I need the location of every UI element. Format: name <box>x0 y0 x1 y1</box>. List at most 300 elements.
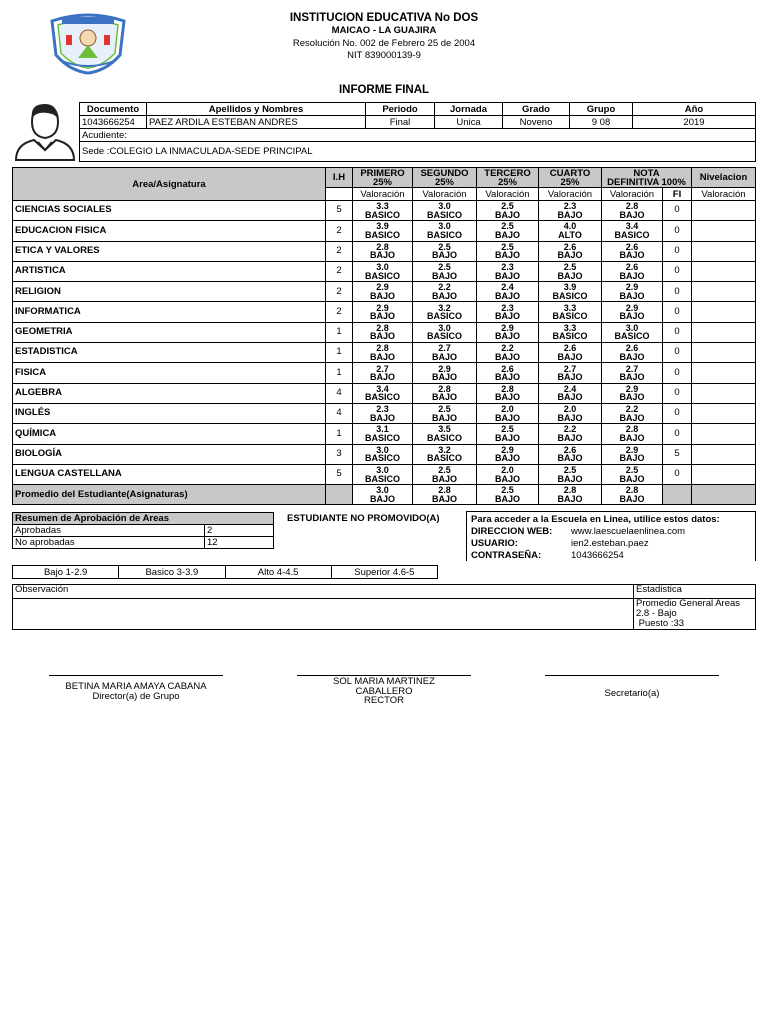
grade-row <box>13 383 756 403</box>
p2-grade <box>413 322 477 342</box>
grade-level: BASICO <box>364 270 400 281</box>
final-grade <box>602 424 663 444</box>
valoracion-label: Valoración <box>539 188 602 201</box>
observacion-body <box>13 599 634 630</box>
grade-level: BAJO <box>557 432 583 443</box>
p2-grade <box>413 261 477 281</box>
area-name: ETICA Y VALORES <box>13 241 326 261</box>
average-ih <box>326 485 353 505</box>
grade-level: BAJO <box>369 372 395 383</box>
grade-score: 3.1 <box>376 424 389 435</box>
grade-score: 2.6 <box>563 444 577 455</box>
grade-score: 2.8 <box>376 343 389 354</box>
nivelacion-value <box>692 343 756 363</box>
fi-value: 0 <box>663 261 692 281</box>
grade-score: 2.0 <box>501 465 514 475</box>
grade-level: BASICO <box>364 432 400 443</box>
p2-grade <box>413 363 477 383</box>
grade-score: 2.9 <box>376 282 389 293</box>
grade-row <box>13 464 756 484</box>
grupo-value: 9 08 <box>570 116 633 129</box>
grade-score: 2.9 <box>501 322 514 333</box>
scale-bajo: Bajo 1-2.9 <box>13 566 119 579</box>
grade-level: BAJO <box>557 372 583 383</box>
p4-grade <box>539 343 602 363</box>
ih-value: 2 <box>326 302 353 322</box>
nivelacion-value <box>692 464 756 484</box>
grade-level: BAJO <box>369 331 395 342</box>
grade-level: BASICO <box>426 432 462 443</box>
grade-level: BAJO <box>494 392 520 403</box>
grade-row <box>13 363 756 383</box>
grade-score: 3.0 <box>376 465 389 475</box>
grade-score: 2.5 <box>501 201 514 212</box>
grade-score: 3.9 <box>376 221 389 232</box>
final-grade <box>602 343 663 363</box>
p1-grade <box>353 343 413 363</box>
grade-score: 2.9 <box>501 444 514 455</box>
valoracion-label: Valoración <box>602 188 663 201</box>
valoracion-label: Valoración <box>477 188 539 201</box>
director-signature <box>40 682 232 701</box>
grade-score: 2.3 <box>563 201 577 212</box>
grade-level: BAJO <box>431 250 457 261</box>
grade-level: BASICO <box>426 311 462 322</box>
grade-score: 3.2 <box>438 302 451 313</box>
grade-score: 2.5 <box>625 465 639 475</box>
grade-score: 2.5 <box>501 485 514 496</box>
grade-score: 2.8 <box>376 322 389 333</box>
grade-score: 3.3 <box>563 302 577 313</box>
grade-score: 2.7 <box>438 343 451 354</box>
p1-grade <box>353 383 413 403</box>
scale-basico: Basico 3-3.9 <box>119 566 225 579</box>
grade-score: 2.6 <box>625 241 639 252</box>
resumen-table <box>12 512 274 549</box>
grade-score: 2.8 <box>625 424 639 435</box>
average-final-grade <box>602 485 663 505</box>
p4-grade <box>539 363 602 383</box>
grade-score: 2.3 <box>501 302 514 313</box>
final-grade <box>602 261 663 281</box>
puesto-value: Puesto :33 <box>636 618 685 629</box>
p3-grade <box>477 322 539 342</box>
nivelacion-value <box>692 261 756 281</box>
average-p2-grade <box>413 485 477 505</box>
grade-score: 2.9 <box>625 444 639 455</box>
valoracion-label: Valoración <box>413 188 477 201</box>
col-jornada: Jornada <box>435 103 503 116</box>
area-name: FISICA <box>13 363 326 383</box>
area-name: LENGUA CASTELLANA <box>13 464 326 484</box>
average-label: Promedio del Estudiante(Asignaturas) <box>13 485 326 505</box>
grade-level: BAJO <box>494 473 520 484</box>
final-grade <box>602 302 663 322</box>
p2-grade <box>413 241 477 261</box>
grade-score: 3.0 <box>376 485 389 496</box>
p4-grade <box>539 464 602 484</box>
fi-value: 0 <box>663 464 692 484</box>
student-info-table <box>79 102 756 162</box>
director-name: BETINA MARIA AMAYA CABANA <box>65 681 207 692</box>
grade-level: BAJO <box>619 453 645 464</box>
no-aprobadas-label: No aprobadas <box>13 537 205 549</box>
director-role: Director(a) de Grupo <box>92 690 180 702</box>
p3-grade <box>477 302 539 322</box>
final-grade <box>602 241 663 261</box>
grade-level: BAJO <box>619 311 645 322</box>
grade-level: BAJO <box>369 290 395 301</box>
nivelacion-value <box>692 322 756 342</box>
access-intro: Para acceder a la Escuela en Linea, utilice estos datos: <box>471 514 720 525</box>
p3-grade <box>477 383 539 403</box>
final-grade <box>602 363 663 383</box>
final-grade <box>602 444 663 464</box>
fi-value: 0 <box>663 363 692 383</box>
p1-grade <box>353 302 413 322</box>
grading-scale <box>12 565 438 579</box>
grade-score: 2.8 <box>438 485 451 496</box>
grade-level: BAJO <box>494 453 520 464</box>
fi-label: FI <box>663 188 692 201</box>
p1-grade <box>353 322 413 342</box>
ih-value: 1 <box>326 322 353 342</box>
grade-score: 2.2 <box>501 343 514 354</box>
grade-score: 2.9 <box>625 302 639 313</box>
grade-score: 2.5 <box>501 221 514 232</box>
ano-value: 2019 <box>633 116 756 129</box>
area-name: INGLÉS <box>13 403 326 423</box>
p3-grade <box>477 201 539 221</box>
p3-grade <box>477 221 539 241</box>
p1-grade <box>353 282 413 302</box>
fi-value: 0 <box>663 302 692 322</box>
p1-grade <box>353 201 413 221</box>
grade-score: 2.5 <box>501 241 514 252</box>
fi-value: 0 <box>663 241 692 261</box>
nombres-value: PAEZ ARDILA ESTEBAN ANDRES <box>147 116 366 129</box>
ih-value: 1 <box>326 424 353 444</box>
p2-grade <box>413 221 477 241</box>
aprobadas-label: Aprobadas <box>13 525 205 537</box>
sede-label: Sede :COLEGIO LA INMACULADA-SEDE PRINCIPAL <box>80 142 756 162</box>
grade-level: BASICO <box>364 209 400 220</box>
p2-grade <box>413 403 477 423</box>
grade-score: 2.5 <box>438 465 451 475</box>
grade-level: BAJO <box>431 412 457 423</box>
p3-grade <box>477 464 539 484</box>
average-row <box>13 485 756 505</box>
p2-grade <box>413 383 477 403</box>
p1-grade <box>353 261 413 281</box>
grade-score: 3.2 <box>438 444 451 455</box>
nivelacion-value <box>692 363 756 383</box>
p2-grade <box>413 282 477 302</box>
col-ano: Año <box>633 103 756 116</box>
jornada-value: Unica <box>435 116 503 129</box>
p3-grade <box>477 363 539 383</box>
password-label: CONTRASEÑA: <box>471 550 542 561</box>
grade-level: BAJO <box>557 473 583 484</box>
grade-level: BAJO <box>494 250 520 261</box>
grades-table <box>12 167 756 505</box>
grade-score: 2.7 <box>376 363 389 374</box>
grade-score: 2.8 <box>376 241 389 252</box>
fi-value: 0 <box>663 403 692 423</box>
grade-score: 2.2 <box>438 282 451 293</box>
report-title: INFORME FINAL <box>338 84 430 96</box>
rector-name-1: SOL MARIA MARTINEZ <box>333 676 435 687</box>
resumen-title: Resumen de Aprobación de Areas <box>13 513 274 525</box>
ih-header: I.H <box>326 168 353 188</box>
p4-grade <box>539 403 602 423</box>
grade-score: 2.4 <box>501 282 514 293</box>
grade-level: BAJO <box>557 453 583 464</box>
grade-score: 2.5 <box>438 241 451 252</box>
grade-level: BAJO <box>494 351 520 362</box>
p2-grade <box>413 444 477 464</box>
grade-row <box>13 201 756 221</box>
average-nivelacion <box>692 485 756 505</box>
grade-level: BAJO <box>619 432 645 443</box>
grade-row <box>13 424 756 444</box>
acudiente-label: Acudiente: <box>80 129 756 142</box>
ih-value: 2 <box>326 221 353 241</box>
area-name: ARTISTICA <box>13 261 326 281</box>
final-grade <box>602 201 663 221</box>
institution-location: MAICAO - LA GUAJIRA <box>331 25 437 36</box>
grade-level: BAJO <box>619 493 645 504</box>
final-grade <box>602 464 663 484</box>
grade-score: 2.5 <box>438 404 451 415</box>
online-access-box <box>466 511 756 561</box>
grade-row <box>13 444 756 464</box>
grade-level: BAJO <box>619 209 645 220</box>
ih-value: 1 <box>326 343 353 363</box>
aprobadas-value: 2 <box>205 525 274 537</box>
average-p1-grade <box>353 485 413 505</box>
nivelacion-header: Nivelacion <box>692 168 756 188</box>
grade-score: 3.5 <box>438 424 451 435</box>
grade-level: BAJO <box>557 412 583 423</box>
area-name: ALGEBRA <box>13 383 326 403</box>
p4-grade <box>539 221 602 241</box>
fi-value: 5 <box>663 444 692 464</box>
grade-score: 2.8 <box>438 383 451 394</box>
p1-grade <box>353 403 413 423</box>
grade-score: 3.3 <box>563 322 577 333</box>
p1-grade <box>353 241 413 261</box>
grade-score: 4.0 <box>563 221 577 232</box>
nivelacion-value <box>692 282 756 302</box>
ih-sub-blank <box>326 188 353 201</box>
grade-level: BASICO <box>426 453 462 464</box>
p1-grade <box>353 221 413 241</box>
grade-level: BAJO <box>619 372 645 383</box>
grade-score: 2.9 <box>376 302 389 313</box>
resolution-text: Resolución No. 002 de Febrero 25 de 2004 <box>292 38 476 49</box>
p2-grade <box>413 343 477 363</box>
p4-grade <box>539 302 602 322</box>
col-grado: Grado <box>503 103 570 116</box>
periodo-value: Final <box>366 116 435 129</box>
p4-header: CUARTO 25% <box>539 168 602 188</box>
area-name: GEOMETRIA <box>13 322 326 342</box>
average-fi <box>663 485 692 505</box>
grade-level: BASICO <box>426 209 462 220</box>
ih-value: 3 <box>326 444 353 464</box>
grade-level: BASICO <box>364 473 400 484</box>
grade-row <box>13 343 756 363</box>
grade-level: BAJO <box>369 351 395 362</box>
p3-grade <box>477 261 539 281</box>
grade-level: BAJO <box>557 209 583 220</box>
grade-level: BASICO <box>364 453 400 464</box>
ih-value: 4 <box>326 403 353 423</box>
rector-name-2: CABALLERO <box>355 685 413 697</box>
grade-level: BAJO <box>494 493 520 504</box>
grade-score: 3.4 <box>625 221 639 232</box>
user-value: ien2.esteban.paez <box>571 538 649 549</box>
estadistica-label: Estadistica <box>634 585 756 599</box>
final-header: NOTA DEFINITIVA 100% <box>602 168 692 188</box>
grade-level: BAJO <box>619 473 645 484</box>
grade-score: 2.8 <box>501 383 514 394</box>
grade-score: 2.5 <box>563 262 577 273</box>
grade-score: 2.0 <box>501 404 514 415</box>
area-name: ESTADISTICA <box>13 343 326 363</box>
grade-level: BASICO <box>364 392 400 403</box>
grade-row <box>13 221 756 241</box>
grade-score: 3.0 <box>625 322 639 333</box>
grade-level: BASICO <box>426 229 462 240</box>
grade-level: BAJO <box>619 250 645 261</box>
grade-level: BAJO <box>619 270 645 281</box>
grade-level: BAJO <box>494 372 520 383</box>
valoracion-label: Valoración <box>692 188 756 201</box>
grade-score: 2.8 <box>625 201 639 212</box>
grade-score: 2.2 <box>625 404 639 415</box>
grade-level: BAJO <box>557 392 583 403</box>
p2-grade <box>413 464 477 484</box>
p2-grade <box>413 201 477 221</box>
p3-grade <box>477 241 539 261</box>
p3-grade <box>477 282 539 302</box>
observacion-label: Observación <box>13 585 634 599</box>
grade-score: 2.7 <box>563 363 577 374</box>
grade-score: 2.3 <box>376 404 389 415</box>
grade-level: BAJO <box>431 351 457 362</box>
grade-level: BAJO <box>557 493 583 504</box>
col-periodo: Periodo <box>366 103 435 116</box>
area-name: BIOLOGÍA <box>13 444 326 464</box>
ih-value: 2 <box>326 241 353 261</box>
p4-grade <box>539 282 602 302</box>
promedio-general-label: Promedio General Areas <box>636 598 741 609</box>
grade-score: 2.5 <box>563 465 577 475</box>
area-name: EDUCACION FISICA <box>13 221 326 241</box>
secretary-signature-line <box>545 675 719 676</box>
ih-value: 2 <box>326 261 353 281</box>
ih-value: 4 <box>326 383 353 403</box>
p3-grade <box>477 403 539 423</box>
area-name: RELIGION <box>13 282 326 302</box>
nivelacion-value <box>692 201 756 221</box>
grade-level: BAJO <box>619 412 645 423</box>
grade-level: BAJO <box>431 392 457 403</box>
col-nombres: Apellidos y Nombres <box>147 103 366 116</box>
grade-score: 2.8 <box>625 485 639 496</box>
grade-score: 2.6 <box>625 262 639 273</box>
grade-score: 2.7 <box>625 363 639 374</box>
grade-score: 2.5 <box>438 262 451 273</box>
grade-score: 2.9 <box>625 282 639 293</box>
grade-row <box>13 302 756 322</box>
p2-grade <box>413 424 477 444</box>
p4-grade <box>539 444 602 464</box>
nivelacion-value <box>692 221 756 241</box>
p4-grade <box>539 424 602 444</box>
grade-score: 3.4 <box>376 383 389 394</box>
grade-level: BAJO <box>494 432 520 443</box>
grade-score: 2.6 <box>501 363 514 374</box>
grade-level: BAJO <box>494 311 520 322</box>
nivelacion-value <box>692 241 756 261</box>
nivelacion-value <box>692 444 756 464</box>
password-value: 1043666254 <box>571 550 624 561</box>
grade-row <box>13 322 756 342</box>
grado-value: Noveno <box>503 116 570 129</box>
grade-level: BAJO <box>557 250 583 261</box>
grade-level: BAJO <box>557 351 583 362</box>
scale-alto: Alto 4-4.5 <box>225 566 331 579</box>
grade-level: BAJO <box>369 493 395 504</box>
grade-level: BAJO <box>494 270 520 281</box>
institution-name: INSTITUCION EDUCATIVA No DOS <box>289 12 479 24</box>
valoracion-label: Valoración <box>353 188 413 201</box>
student-avatar-icon <box>12 100 78 162</box>
ih-value: 5 <box>326 201 353 221</box>
grade-level: BASICO <box>552 290 588 301</box>
grade-level: BASICO <box>552 311 588 322</box>
grade-score: 2.5 <box>501 424 514 435</box>
grade-score: 2.3 <box>501 262 514 273</box>
grade-score: 2.4 <box>563 383 577 394</box>
grade-score: 2.0 <box>563 404 577 415</box>
area-name: CIENCIAS SOCIALES <box>13 201 326 221</box>
web-value[interactable]: www.laescuelaenlinea.com <box>571 526 686 537</box>
p1-grade <box>353 424 413 444</box>
grade-level: BAJO <box>494 412 520 423</box>
nivelacion-value <box>692 383 756 403</box>
grade-level: BASICO <box>364 229 400 240</box>
grade-level: ALTO <box>558 229 582 240</box>
promotion-status: ESTUDIANTE NO PROMOVIDO(A) <box>287 513 440 524</box>
p4-grade <box>539 383 602 403</box>
scale-superior: Superior 4.6-5 <box>331 566 437 579</box>
grade-row <box>13 282 756 302</box>
fi-value: 0 <box>663 343 692 363</box>
secretary-role: Secretario(a) <box>604 688 660 699</box>
grade-level: BAJO <box>431 493 457 504</box>
p3-grade <box>477 424 539 444</box>
grade-level: BAJO <box>369 250 395 261</box>
p4-grade <box>539 322 602 342</box>
rector-signature <box>290 677 478 706</box>
grade-level: BAJO <box>494 290 520 301</box>
grade-row <box>13 241 756 261</box>
grade-level: BAJO <box>494 229 520 240</box>
